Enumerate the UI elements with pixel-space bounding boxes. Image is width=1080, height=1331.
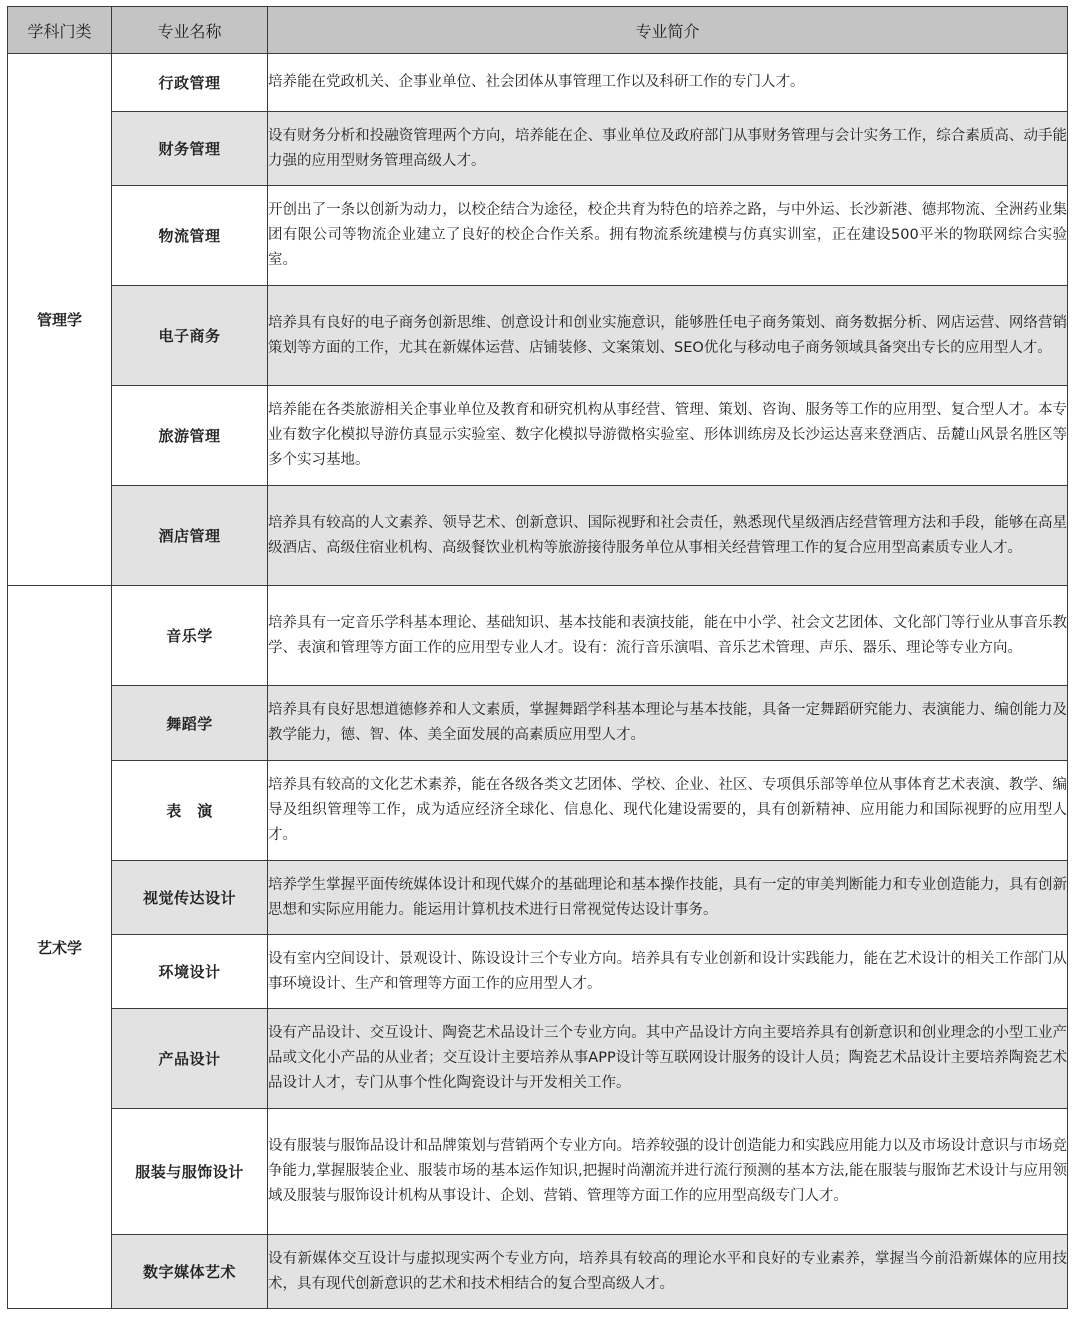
table-row [8, 486, 1068, 586]
major-desc: 设有室内空间设计、景观设计、陈设设计三个专业方向。培养具有专业创新和设计实践能力，能在艺术设计的相关工作部门从事环境设计、生产和管理等方面工作的应用型人才。 [268, 935, 1068, 1009]
major-name: 酒店管理 [112, 486, 268, 586]
table-row [8, 1109, 1068, 1235]
major-name: 视觉传达设计 [112, 861, 268, 935]
majors-table [7, 6, 1068, 1309]
table-row [8, 761, 1068, 861]
major-desc: 设有服装与服饰品设计和品牌策划与营销两个专业方向。培养较强的设计创造能力和实践应用能力以及市场设计意识与市场竞争能力,掌握服装企业、服装市场的基本运作知识,把握时尚潮流并进行流行预测的基本方法,能在服装与服饰艺术设计与应用领域及服装与服饰设计机构从事设计、企划、营销、管理等方面工作的应用型高级专门人才。 [268, 1109, 1068, 1235]
header-major: 专业名称 [112, 7, 268, 54]
table-row [8, 186, 1068, 286]
table-row [8, 935, 1068, 1009]
major-name: 财务管理 [112, 112, 268, 186]
major-desc: 培养具有良好的电子商务创新思维、创意设计和创业实施意识，能够胜任电子商务策划、商务数据分析、网店运营、网络营销策划等方面的工作，尤其在新媒体运营、店铺装修、文案策划、SEO优化与移动电子商务领域具备突出专长的应用型人才。 [268, 286, 1068, 386]
major-name: 旅游管理 [112, 386, 268, 486]
table-row [8, 686, 1068, 761]
major-name: 行政管理 [112, 54, 268, 112]
header-category: 学科门类 [8, 7, 112, 54]
table-row [8, 112, 1068, 186]
major-name: 产品设计 [112, 1009, 268, 1109]
major-name: 服装与服饰设计 [112, 1109, 268, 1235]
major-name: 数字媒体艺术 [112, 1235, 268, 1309]
major-desc: 培养能在各类旅游相关企事业单位及教育和研究机构从事经营、管理、策划、咨询、服务等工作的应用型、复合型人才。本专业有数字化模拟导游仿真显示实验室、数字化模拟导游微格实验室、形体训练房及长沙运达喜来登酒店、岳麓山风景名胜区等多个实习基地。 [268, 386, 1068, 486]
table-row [8, 286, 1068, 386]
table-row [8, 861, 1068, 935]
major-desc: 设有新媒体交互设计与虚拟现实两个专业方向，培养具有较高的理论水平和良好的专业素养，掌握当今前沿新媒体的应用技术，具有现代创新意识的艺术和技术相结合的复合型高级人才。 [268, 1235, 1068, 1309]
major-name: 舞蹈学 [112, 686, 268, 761]
major-desc: 培养具有良好思想道德修养和人文素质，掌握舞蹈学科基本理论与基本技能，具备一定舞蹈研究能力、表演能力、编创能力及教学能力，德、智、体、美全面发展的高素质应用型人才。 [268, 686, 1068, 761]
table-row [8, 1009, 1068, 1109]
table-row [8, 54, 1068, 112]
major-name: 表 演 [112, 761, 268, 861]
header-intro: 专业简介 [268, 7, 1068, 54]
major-desc: 培养学生掌握平面传统媒体设计和现代媒介的基础理论和基本操作技能，具有一定的审美判断能力和专业创造能力，具有创新思想和实际应用能力。能运用计算机技术进行日常视觉传达设计事务。 [268, 861, 1068, 935]
table-row [8, 586, 1068, 686]
major-name: 物流管理 [112, 186, 268, 286]
major-name: 音乐学 [112, 586, 268, 686]
major-desc: 开创出了一条以创新为动力，以校企结合为途径，校企共育为特色的培养之路，与中外运、长沙新港、德邦物流、全洲药业集团有限公司等物流企业建立了良好的校企合作关系。拥有物流系统建模与仿真实训室，正在建设500平米的物联网综合实验室。 [268, 186, 1068, 286]
major-desc: 培养具有较高的人文素养、领导艺术、创新意识、国际视野和社会责任，熟悉现代星级酒店经营管理方法和手段，能够在高星级酒店、高级住宿业机构、高级餐饮业机构等旅游接待服务单位从事相关经营管理工作的复合应用型高素质专业人才。 [268, 486, 1068, 586]
table-row [8, 1235, 1068, 1309]
header-row [8, 7, 1068, 54]
major-desc: 设有财务分析和投融资管理两个方向，培养能在企、事业单位及政府部门从事财务管理与会计实务工作，综合素质高、动手能力强的应用型财务管理高级人才。 [268, 112, 1068, 186]
category-cell: 艺术学 [8, 586, 112, 1309]
major-name: 环境设计 [112, 935, 268, 1009]
major-desc: 培养具有较高的文化艺术素养，能在各级各类文艺团体、学校、企业、社区、专项俱乐部等单位从事体育艺术表演、教学、编导及组织管理等工作，成为适应经济全球化、信息化、现代化建设需要的，具有创新精神、应用能力和国际视野的应用型人才。 [268, 761, 1068, 861]
major-desc: 设有产品设计、交互设计、陶瓷艺术品设计三个专业方向。其中产品设计方向主要培养具有创新意识和创业理念的小型工业产品或文化小产品的从业者；交互设计主要培养从事APP设计等互联网设计服务的设计人员；陶瓷艺术品设计主要培养陶瓷艺术品设计人才，专门从事个性化陶瓷设计与开发相关工作。 [268, 1009, 1068, 1109]
major-name: 电子商务 [112, 286, 268, 386]
major-desc: 培养具有一定音乐学科基本理论、基础知识、基本技能和表演技能，能在中小学、社会文艺团体、文化部门等行业从事音乐教学、表演和管理等方面工作的应用型专业人才。设有：流行音乐演唱、音乐艺术管理、声乐、器乐、理论等专业方向。 [268, 586, 1068, 686]
major-desc: 培养能在党政机关、企事业单位、社会团体从事管理工作以及科研工作的专门人才。 [268, 54, 1068, 112]
table-row [8, 386, 1068, 486]
category-cell: 管理学 [8, 54, 112, 586]
